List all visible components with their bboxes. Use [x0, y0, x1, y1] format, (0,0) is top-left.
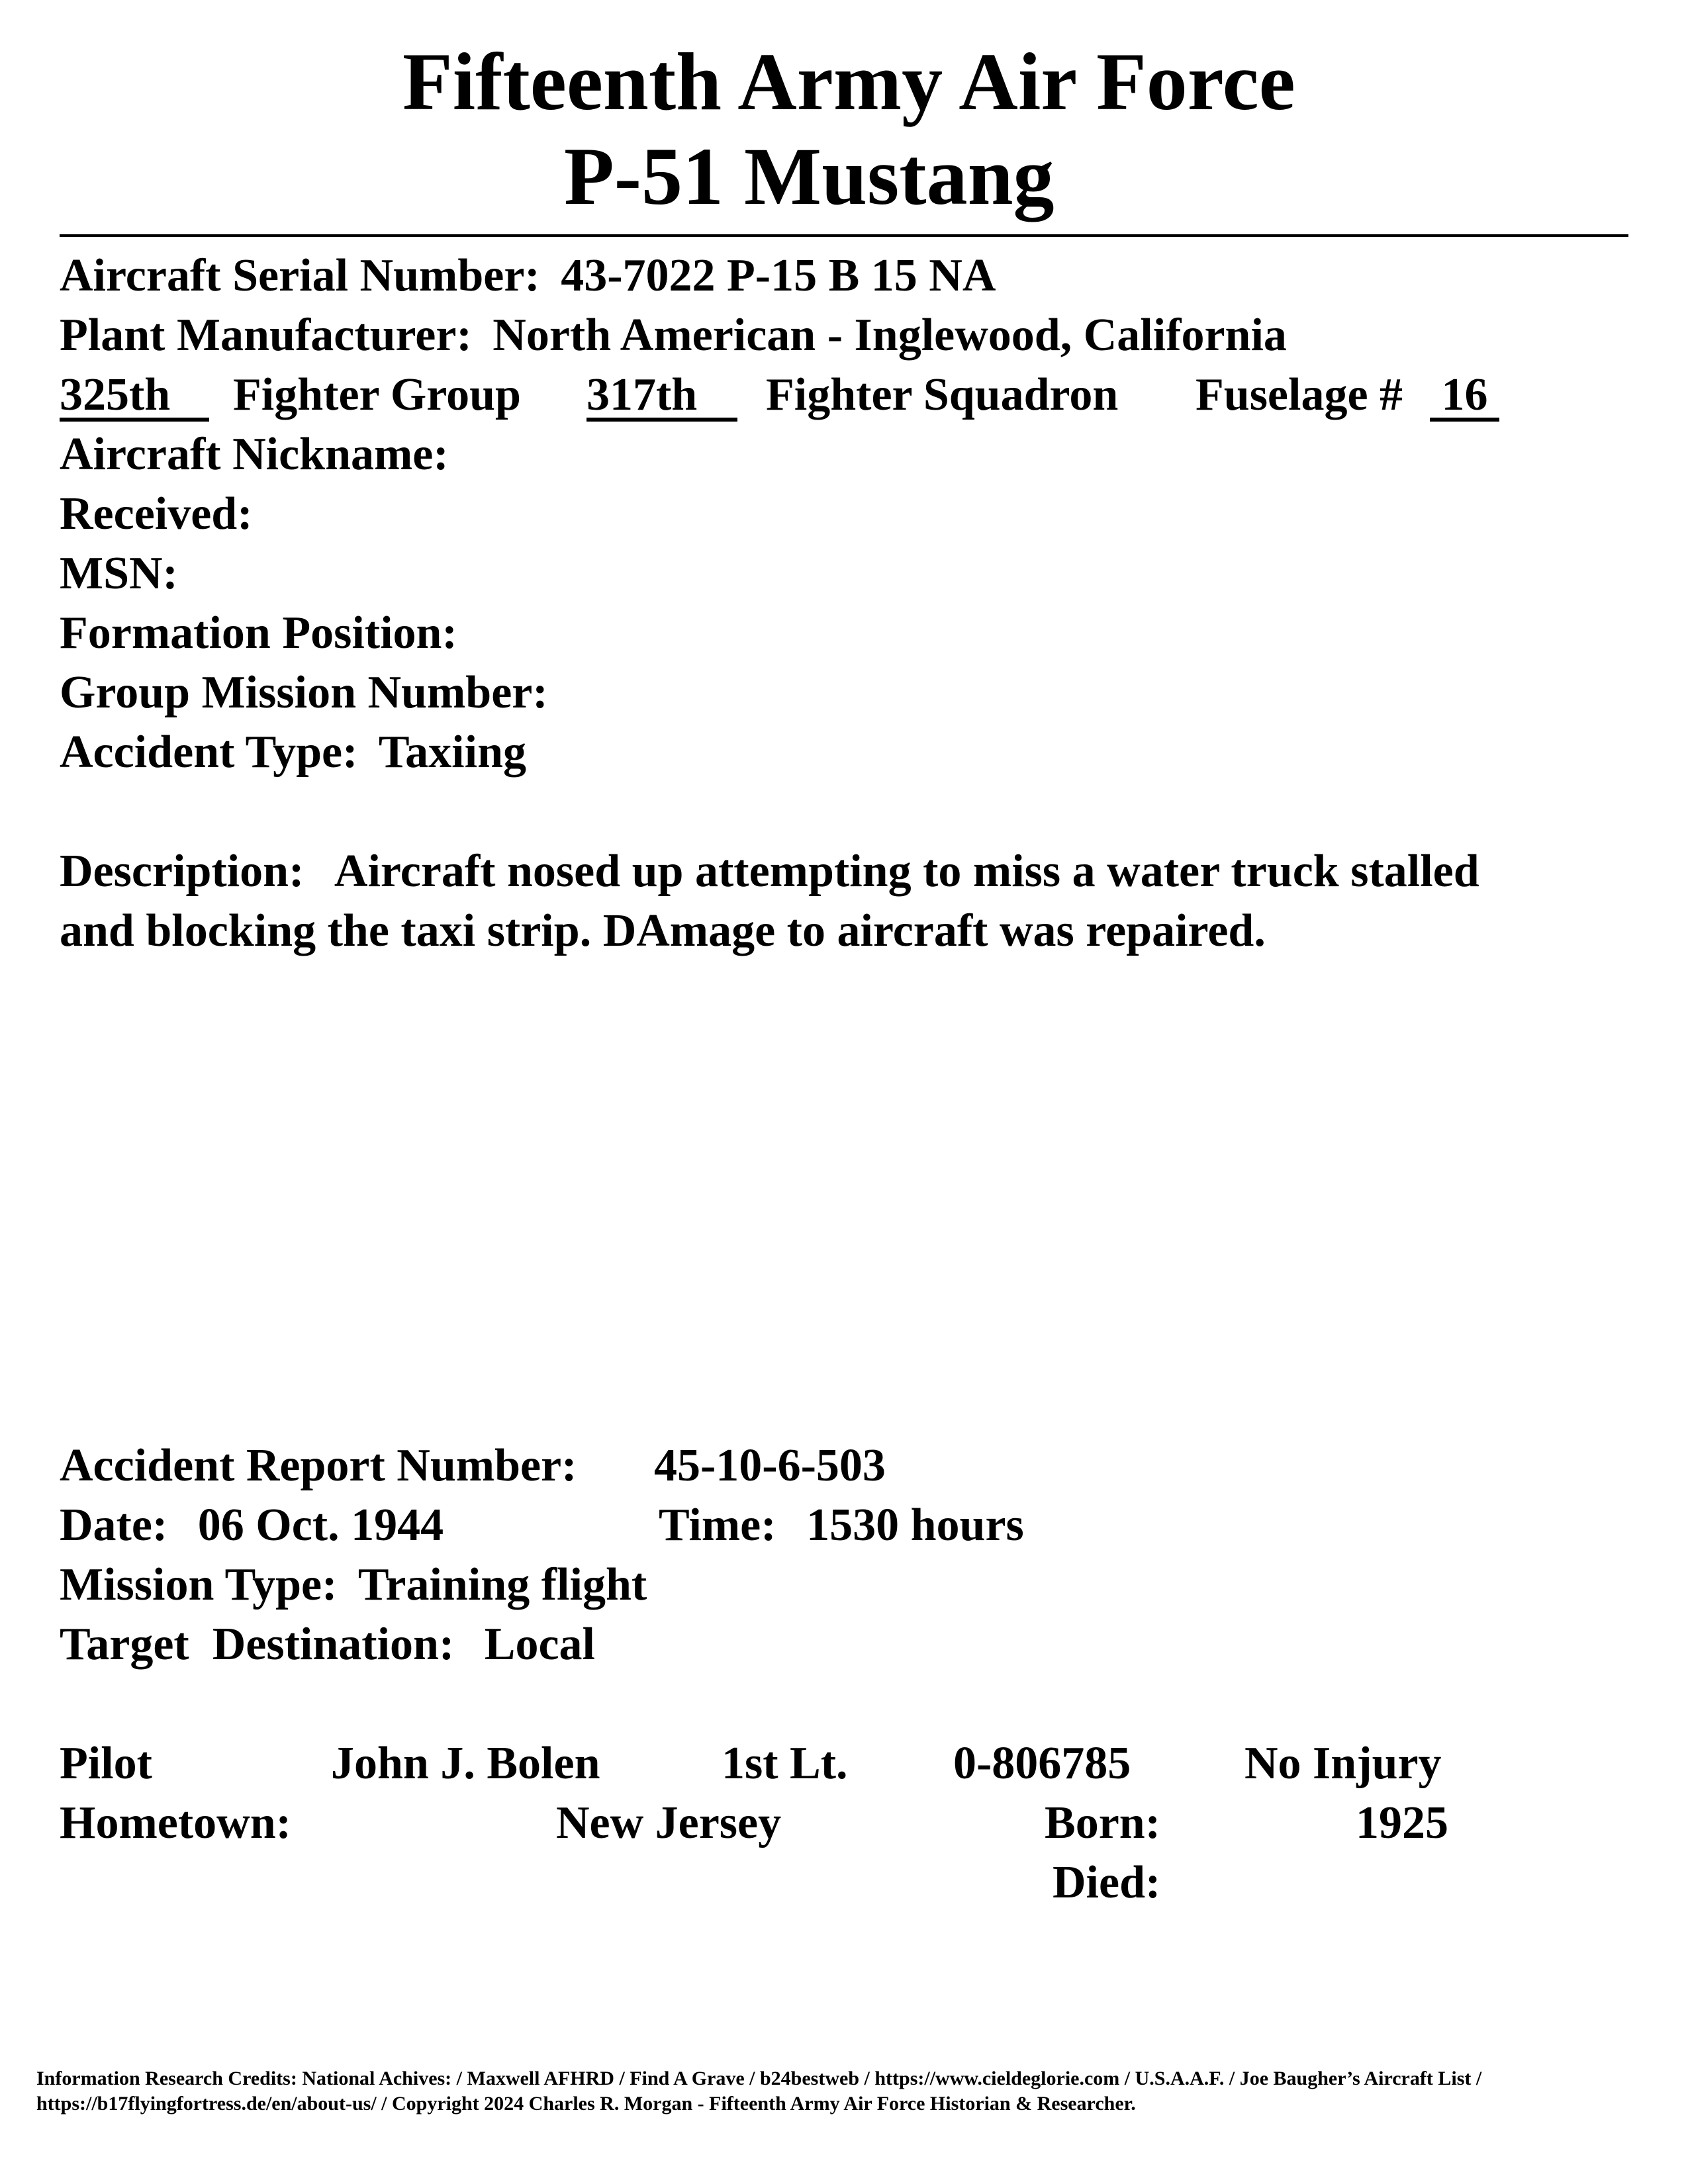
target-value: Local: [484, 1619, 595, 1670]
fuselage-label: Fuselage #: [1196, 369, 1403, 420]
aircraft-model-title: P-51 Mustang: [564, 131, 1055, 222]
time-label: Time:: [659, 1500, 776, 1551]
description-line-1: [60, 848, 1479, 895]
received-label: Received:: [60, 488, 253, 539]
report-number-value: 45-10-6-503: [654, 1440, 886, 1491]
nickname-label: Aircraft Nickname:: [60, 429, 449, 480]
description-text-2: and blocking the taxi strip. DAmage to aircraft was repaired.: [60, 905, 1266, 956]
manufacturer-label: Plant Manufacturer:: [60, 310, 472, 361]
fighter-group-value: 325th: [60, 373, 209, 422]
header-divider: [60, 234, 1628, 237]
fighter-group-label: Fighter Group: [233, 369, 521, 420]
fuselage-value: 16: [1430, 373, 1499, 422]
serial-number-label: Aircraft Serial Number:: [60, 250, 540, 301]
manufacturer-row: [60, 312, 1287, 359]
fighter-squadron-label: Fighter Squadron: [766, 369, 1119, 420]
credits-line-2: https://b17flyingfortress.de/en/about-us/ / Copyright 2024 Charles R. Morgan - Fifteenth Army Air Force Historian & Researcher.: [36, 2093, 1136, 2115]
time-value: 1530 hours: [806, 1500, 1024, 1551]
time-row: [659, 1502, 1024, 1549]
fighter-squadron-value: 317th: [586, 373, 737, 422]
page-title: Fifteenth Army Air Force: [402, 36, 1295, 127]
died-label: Died:: [1053, 1857, 1161, 1908]
hometown-label: Hometown:: [60, 1797, 291, 1848]
serial-number-value: 43-7022 P-15 B 15 NA: [561, 250, 996, 301]
fighter-group-field: [60, 369, 209, 422]
crew-rank: 1st Lt.: [722, 1738, 848, 1789]
accident-type-label: Accident Type:: [60, 727, 358, 778]
group-mission-number-label: Group Mission Number:: [60, 667, 548, 718]
description-text-1: Aircraft nosed up attempting to miss a water truck stalled: [334, 846, 1479, 897]
target-row: [60, 1621, 595, 1668]
mission-type-row: [60, 1559, 647, 1610]
crew-status: No Injury: [1244, 1738, 1442, 1789]
report-number-label: Accident Report Number:: [60, 1440, 577, 1491]
mission-type-label: Mission Type:: [60, 1559, 338, 1610]
born-label: Born:: [1045, 1797, 1160, 1848]
date-label: Date:: [60, 1500, 168, 1551]
born-value: 1925: [1356, 1797, 1448, 1848]
accident-type-row: [60, 729, 526, 776]
crew-name: John J. Bolen: [331, 1738, 600, 1789]
manufacturer-value: North American - Inglewood, California: [492, 310, 1287, 361]
fuselage-field: [1430, 369, 1499, 422]
fighter-squadron-field: [586, 369, 737, 422]
hometown-value: New Jersey: [556, 1797, 782, 1848]
credits-line-1: Information Research Credits: National Achives: / Maxwell AFHRD / Find A Grave / b24bestweb / https://www.cieldeglorie.com / U.S.A.A.F. / Joe Baugher’s Aircraft List /: [36, 2068, 1482, 2089]
crew-role: Pilot: [60, 1738, 152, 1789]
mission-type-value: Training flight: [357, 1559, 647, 1610]
date-row: [60, 1502, 444, 1549]
formation-position-label: Formation Position:: [60, 608, 457, 659]
crew-serial: 0-806785: [953, 1738, 1131, 1789]
date-value: 06 Oct. 1944: [197, 1500, 444, 1551]
msn-label: MSN:: [60, 548, 178, 599]
target-label: Target Destination:: [60, 1619, 455, 1670]
accident-type-value: Taxiing: [378, 727, 527, 778]
serial-number-row: [60, 250, 996, 301]
description-label: Description:: [60, 846, 305, 897]
